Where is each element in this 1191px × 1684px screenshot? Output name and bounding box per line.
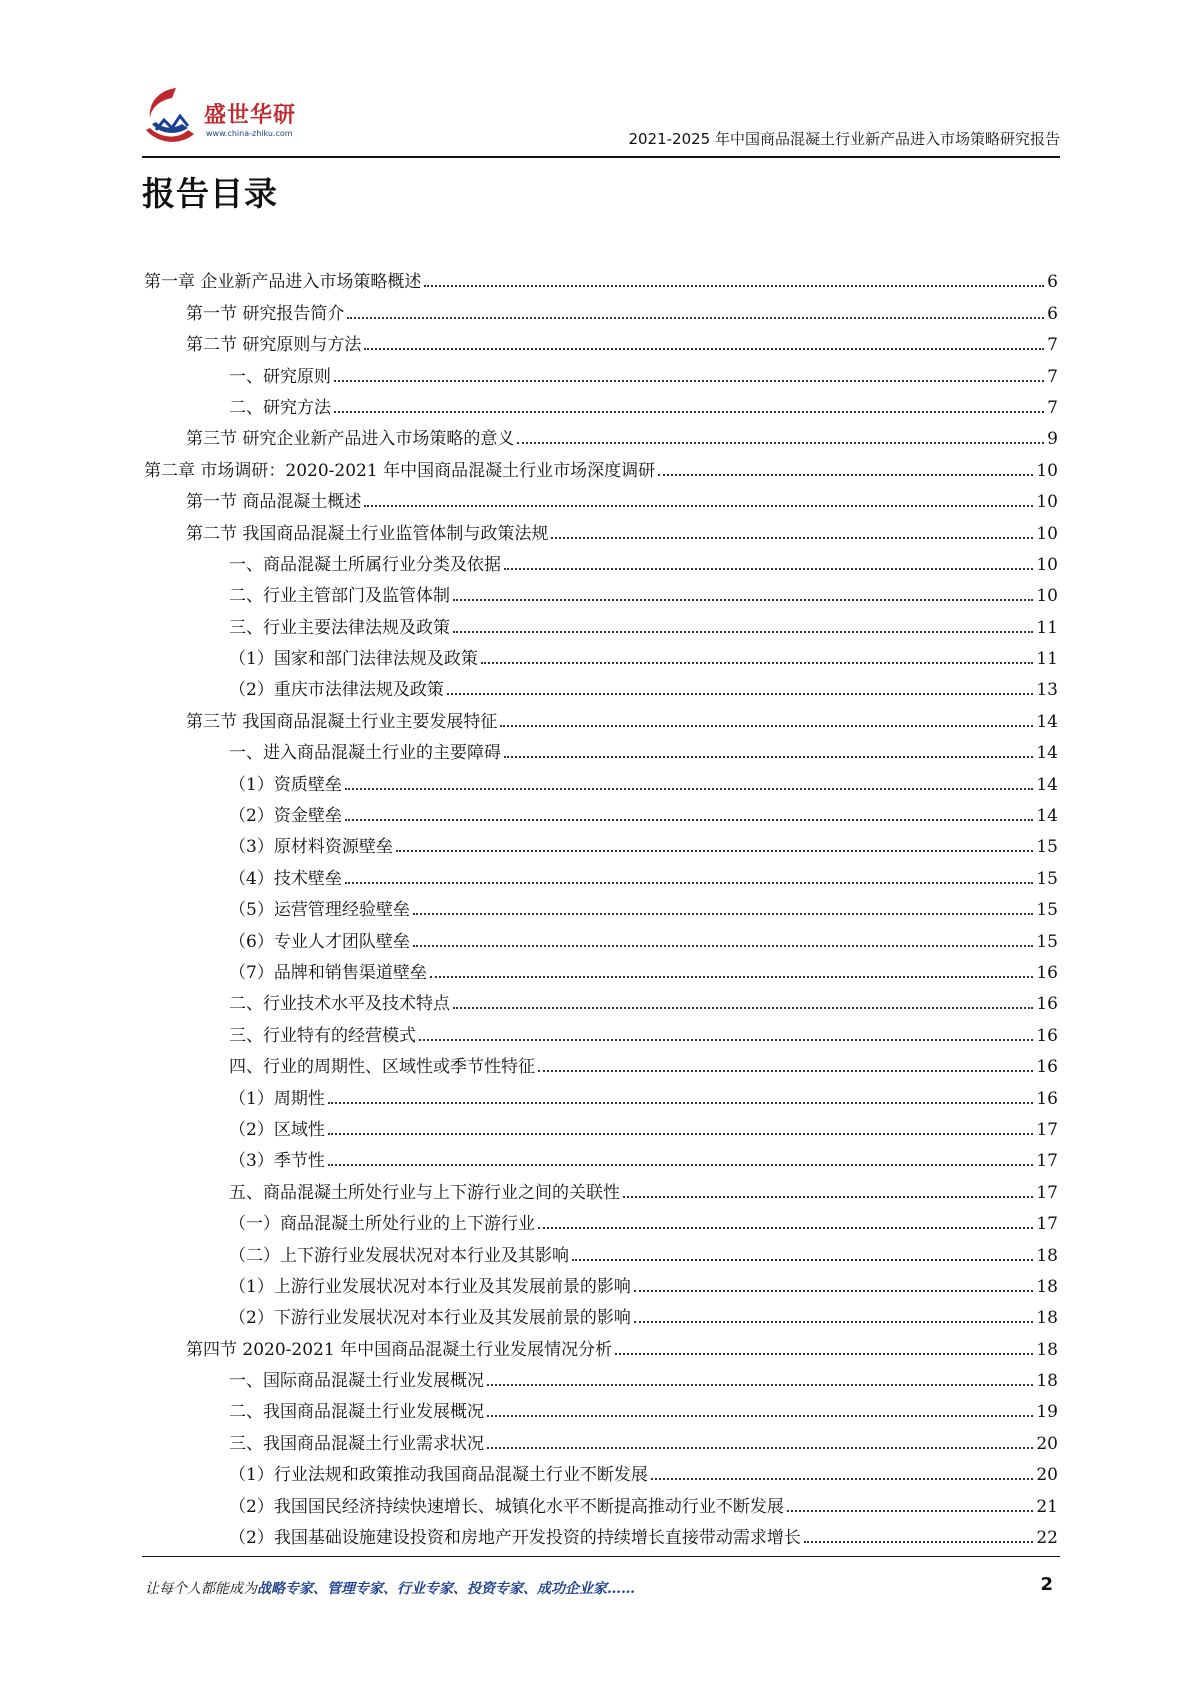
- toc-leader-dots: [453, 631, 1033, 633]
- toc-entry-title: 五、商品混凝土所处行业与上下游行业之间的关联性: [229, 1182, 620, 1203]
- toc-entry[interactable]: [144, 357, 1058, 388]
- toc-entry-title: 三、行业主要法律法规及政策: [229, 617, 450, 638]
- toc-entry-page: 22: [1036, 1528, 1058, 1549]
- toc-entry[interactable]: [144, 1268, 1058, 1299]
- toc-entry-page: 10: [1036, 523, 1058, 544]
- toc-entry[interactable]: [144, 1142, 1058, 1173]
- toc-entry-page: 18: [1036, 1245, 1058, 1266]
- toc-entry-title: 三、行业特有的经营模式: [229, 1025, 416, 1046]
- toc-entry-page: 17: [1036, 1119, 1058, 1140]
- toc-entry-page: 18: [1036, 1308, 1058, 1329]
- toc-entry-title: 一、国际商品混凝土行业发展概况: [229, 1371, 484, 1392]
- toc-entry[interactable]: [144, 514, 1058, 545]
- toc-entry-page: 18: [1036, 1339, 1058, 1360]
- toc-entry-title: （二）上下游行业发展状况对本行业及其影响: [229, 1245, 569, 1266]
- toc-entry[interactable]: [144, 1487, 1058, 1518]
- toc-leader-dots: [328, 1133, 1034, 1135]
- toc-entry-page: 10: [1036, 554, 1058, 575]
- toc-leader-dots: [658, 474, 1033, 476]
- toc-entry[interactable]: [144, 640, 1058, 671]
- toc-entry-title: 四、行业的周期性、区域性或季节性特征: [229, 1057, 535, 1078]
- toc-leader-dots: [538, 1070, 1033, 1072]
- toc-entry-page: 17: [1036, 1151, 1058, 1172]
- toc-entry-title: 第二节 研究原则与方法: [186, 335, 362, 356]
- toc-entry-page: 19: [1036, 1402, 1058, 1423]
- logo-emblem-icon: [142, 84, 206, 150]
- footer-divider: [142, 1556, 1060, 1557]
- toc-entry-page: 20: [1036, 1433, 1058, 1454]
- toc-entry-page: 11: [1036, 617, 1058, 638]
- logo-url: www.china-zhiku.com: [206, 129, 293, 138]
- toc-entry-page: 7: [1047, 397, 1058, 418]
- toc-entry-page: 10: [1036, 492, 1058, 513]
- document-title: 2021-2025 年中国商品混凝土行业新产品进入市场策略研究报告: [628, 130, 1060, 148]
- toc-entry-title: （1）上游行业发展状况对本行业及其发展前景的影响: [229, 1276, 631, 1297]
- toc-leader-dots: [334, 411, 1044, 413]
- toc-entry-title: （2）我国基础设施建设投资和房地产开发投资的持续增长直接带动需求增长: [229, 1528, 801, 1549]
- toc-entry-page: 14: [1036, 743, 1058, 764]
- toc-entry-page: 18: [1036, 1371, 1058, 1392]
- toc-leader-dots: [453, 1007, 1033, 1009]
- toc-entry[interactable]: [144, 985, 1058, 1016]
- toc-leader-dots: [551, 537, 1033, 539]
- toc-leader-dots: [345, 819, 1034, 821]
- toc-entry[interactable]: [144, 1330, 1058, 1361]
- toc-entry-page: 15: [1036, 837, 1058, 858]
- toc-leader-dots: [572, 1259, 1033, 1261]
- toc-entry[interactable]: [144, 1393, 1058, 1424]
- toc-entry-page: 6: [1047, 272, 1058, 293]
- toc-entry[interactable]: [144, 859, 1058, 890]
- toc-entry[interactable]: [144, 1424, 1058, 1455]
- toc-entry-page: 13: [1036, 680, 1058, 701]
- toc-entry-page: 16: [1036, 1025, 1058, 1046]
- header-divider: [142, 156, 1060, 158]
- toc-leader-dots: [419, 1039, 1033, 1041]
- company-logo: [142, 84, 312, 150]
- toc-entry[interactable]: [144, 734, 1058, 765]
- toc-entry-title: （1）周期性: [229, 1088, 325, 1109]
- toc-entry-page: 10: [1036, 460, 1058, 481]
- toc-leader-dots: [345, 882, 1034, 884]
- toc-entry-page: 20: [1036, 1465, 1058, 1486]
- toc-entry-page: 16: [1036, 1088, 1058, 1109]
- toc-entry-title: （6）专业人才团队壁垒: [229, 931, 410, 952]
- toc-entry[interactable]: [144, 577, 1058, 608]
- toc-entry[interactable]: [144, 326, 1058, 357]
- toc-entry-page: 17: [1036, 1182, 1058, 1203]
- toc-entry[interactable]: [144, 483, 1058, 514]
- toc-leader-dots: [517, 442, 1044, 444]
- toc-entry-title: （1）行业法规和政策推动我国商品混凝土行业不断发展: [229, 1465, 648, 1486]
- toc-entry-title: （一）商品混凝土所处行业的上下游行业: [229, 1214, 535, 1235]
- toc-entry-title: 第二节 我国商品混凝土行业监管体制与政策法规: [186, 523, 549, 544]
- toc-entry-title: （2）资金壁垒: [229, 806, 342, 827]
- toc-entry[interactable]: [144, 546, 1058, 577]
- toc-entry-title: 第一节 商品混凝土概述: [186, 492, 362, 513]
- toc-leader-dots: [623, 1196, 1033, 1198]
- toc-entry[interactable]: [144, 263, 1058, 294]
- toc-leader-dots: [347, 317, 1044, 319]
- toc-entry-title: 一、进入商品混凝土行业的主要障碍: [229, 743, 501, 764]
- toc-entry-title: 一、商品混凝土所属行业分类及依据: [229, 554, 501, 575]
- toc-entry-page: 17: [1036, 1214, 1058, 1235]
- table-of-contents: [144, 263, 1058, 1550]
- toc-leader-dots: [396, 850, 1034, 852]
- footer-slogan: [145, 1578, 635, 1598]
- toc-entry-title: 二、研究方法: [229, 397, 331, 418]
- toc-leader-dots: [364, 348, 1044, 350]
- slogan-prefix: 让每个人都能成为: [145, 1581, 257, 1597]
- toc-entry-title: 三、我国商品混凝土行业需求状况: [229, 1433, 484, 1454]
- toc-leader-dots: [430, 976, 1034, 978]
- toc-entry-title: 第三节 我国商品混凝土行业主要发展特征: [186, 711, 498, 732]
- toc-entry-page: 18: [1036, 1276, 1058, 1297]
- toc-entry[interactable]: [144, 294, 1058, 325]
- toc-entry[interactable]: [144, 954, 1058, 985]
- toc-entry-page: 16: [1036, 962, 1058, 983]
- toc-entry-title: 第二章 市场调研：2020-2021 年中国商品混凝土行业市场深度调研: [144, 460, 656, 481]
- toc-entry[interactable]: [144, 1205, 1058, 1236]
- toc-entry-page: 6: [1047, 303, 1058, 324]
- page-number: 2: [1040, 1574, 1053, 1595]
- toc-leader-dots: [487, 1384, 1033, 1386]
- toc-entry-title: （4）技术壁垒: [229, 868, 342, 889]
- toc-entry-page: 9: [1047, 429, 1058, 450]
- toc-entry-page: 7: [1047, 366, 1058, 387]
- toc-entry-page: 15: [1036, 931, 1058, 952]
- toc-entry[interactable]: [144, 608, 1058, 639]
- toc-entry[interactable]: [144, 671, 1058, 702]
- toc-entry-title: 二、行业主管部门及监管体制: [229, 586, 450, 607]
- toc-entry-page: 15: [1036, 900, 1058, 921]
- toc-entry-page: 15: [1036, 868, 1058, 889]
- toc-entry-title: 一、研究原则: [229, 366, 331, 387]
- toc-leader-dots: [328, 1164, 1034, 1166]
- toc-leader-dots: [345, 788, 1034, 790]
- toc-entry-title: （7）品牌和销售渠道壁垒: [229, 962, 427, 983]
- toc-entry-page: 16: [1036, 1057, 1058, 1078]
- toc-entry[interactable]: [144, 389, 1058, 420]
- page-title: 报告目录: [142, 174, 278, 213]
- toc-leader-dots: [413, 945, 1034, 947]
- toc-entry-page: 14: [1036, 711, 1058, 732]
- toc-entry[interactable]: [144, 1111, 1058, 1142]
- toc-entry-page: 10: [1036, 586, 1058, 607]
- toc-entry[interactable]: [144, 828, 1058, 859]
- toc-leader-dots: [500, 725, 1033, 727]
- toc-entry-title: 第四节 2020-2021 年中国商品混凝土行业发展情况分析: [186, 1339, 613, 1360]
- toc-entry-title: 第三节 研究企业新产品进入市场策略的意义: [186, 429, 515, 450]
- toc-entry[interactable]: [144, 1456, 1058, 1487]
- toc-entry[interactable]: [144, 702, 1058, 733]
- toc-entry-page: 14: [1036, 774, 1058, 795]
- toc-entry[interactable]: [144, 1519, 1058, 1550]
- toc-entry-title: 二、行业技术水平及技术特点: [229, 994, 450, 1015]
- toc-leader-dots: [487, 1447, 1033, 1449]
- toc-entry-title: （2）下游行业发展状况对本行业及其发展前景的影响: [229, 1308, 631, 1329]
- toc-entry[interactable]: [144, 420, 1058, 451]
- toc-leader-dots: [651, 1478, 1034, 1480]
- toc-entry[interactable]: [144, 922, 1058, 953]
- toc-leader-dots: [413, 913, 1034, 915]
- toc-leader-dots: [804, 1541, 1034, 1543]
- toc-leader-dots: [364, 505, 1033, 507]
- toc-entry[interactable]: [144, 1079, 1058, 1110]
- toc-entry-page: 16: [1036, 994, 1058, 1015]
- toc-leader-dots: [634, 1321, 1034, 1323]
- toc-leader-dots: [424, 285, 1044, 287]
- toc-leader-dots: [447, 693, 1034, 695]
- toc-leader-dots: [334, 380, 1044, 382]
- toc-entry-title: 第一章 企业新产品进入市场策略概述: [144, 272, 422, 293]
- toc-entry-title: 二、我国商品混凝土行业发展概况: [229, 1402, 484, 1423]
- toc-entry-title: （2）我国国民经济持续快速增长、城镇化水平不断提高推动行业不断发展: [229, 1496, 784, 1517]
- toc-entry[interactable]: [144, 1173, 1058, 1204]
- toc-entry-title: （1）资质壁垒: [229, 774, 342, 795]
- toc-entry[interactable]: [144, 451, 1058, 482]
- toc-entry-title: （2）区域性: [229, 1119, 325, 1140]
- toc-leader-dots: [328, 1102, 1034, 1104]
- toc-leader-dots: [504, 568, 1033, 570]
- logo-name: 盛世华研: [204, 103, 297, 128]
- toc-entry-page: 21: [1036, 1496, 1058, 1517]
- toc-entry-page: 14: [1036, 806, 1058, 827]
- toc-entry-page: 7: [1047, 335, 1058, 356]
- toc-entry-title: （2）重庆市法律法规及政策: [229, 680, 444, 701]
- toc-entry[interactable]: [144, 1236, 1058, 1267]
- toc-entry[interactable]: [144, 891, 1058, 922]
- toc-entry[interactable]: [144, 1048, 1058, 1079]
- page-header: [142, 84, 1060, 158]
- toc-leader-dots: [538, 1227, 1033, 1229]
- toc-leader-dots: [504, 756, 1033, 758]
- toc-entry[interactable]: [144, 1299, 1058, 1330]
- toc-entry[interactable]: [144, 1016, 1058, 1047]
- toc-entry[interactable]: [144, 765, 1058, 796]
- toc-entry-title: 第一节 研究报告简介: [186, 303, 345, 324]
- toc-entry[interactable]: [144, 1362, 1058, 1393]
- toc-leader-dots: [787, 1510, 1034, 1512]
- toc-entry-title: （5）运营管理经验壁垒: [229, 900, 410, 921]
- toc-entry-title: （1）国家和部门法律法规及政策: [229, 649, 478, 670]
- toc-leader-dots: [487, 1415, 1033, 1417]
- toc-entry[interactable]: [144, 797, 1058, 828]
- slogan-highlight: 战略专家、管理专家、行业专家、投资专家、成功企业家……: [257, 1581, 635, 1597]
- toc-entry-page: 11: [1036, 649, 1058, 670]
- toc-leader-dots: [634, 1290, 1034, 1292]
- toc-entry-title: （3）原材料资源壁垒: [229, 837, 393, 858]
- toc-leader-dots: [453, 599, 1033, 601]
- toc-leader-dots: [481, 662, 1034, 664]
- toc-entry-title: （3）季节性: [229, 1151, 325, 1172]
- toc-leader-dots: [615, 1353, 1033, 1355]
